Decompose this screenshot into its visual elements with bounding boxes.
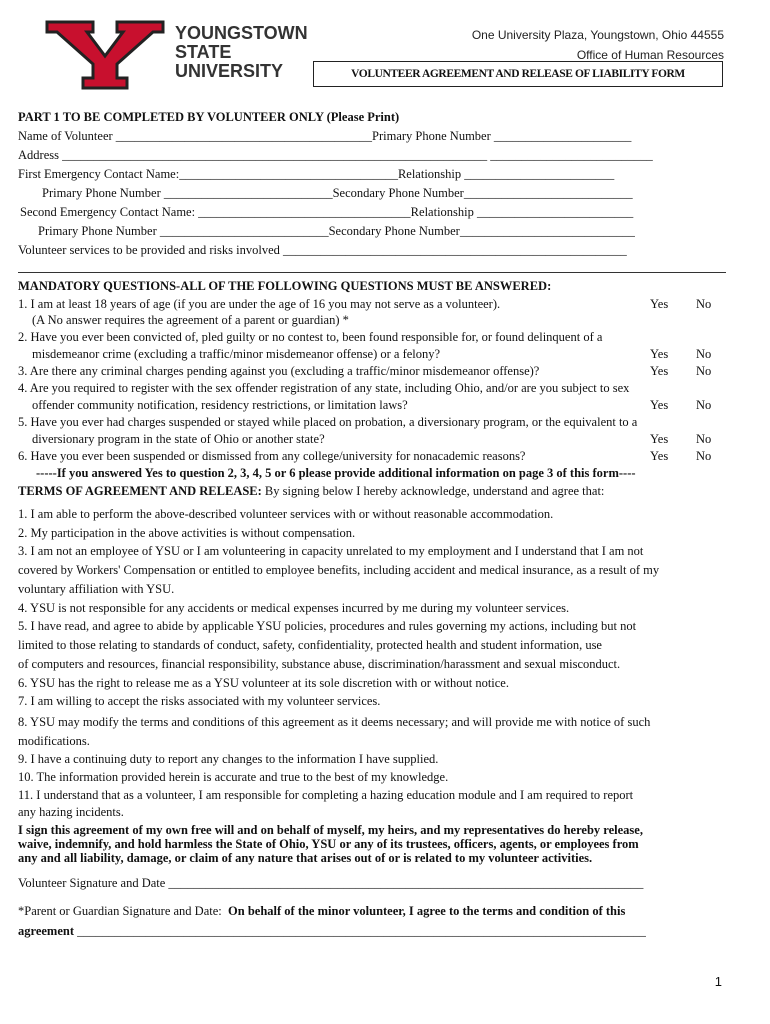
second-contact-phones-field[interactable]: Primary Phone Number ___________________________Secondary Phone Number____________________________ (38, 224, 635, 238)
services-risks-line[interactable] (18, 272, 726, 273)
term-5-cont: limited to those relating to standards of conduct, safety, confidentiality, protected health and student information, use (18, 638, 602, 652)
address-line: One University Plaza, Youngstown, Ohio 44555 (471, 28, 724, 42)
part1-heading: PART 1 TO BE COMPLETED BY VOLUNTEER ONLY (Please Print) (18, 110, 400, 124)
question-1-note: (A No answer requires the agreement of a parent or guardian) * (32, 313, 349, 327)
first-emergency-contact-field[interactable]: First Emergency Contact Name:___________________________________Relationship ________________________ (18, 167, 615, 181)
release-statement-3: any and all liability, damage, or claim of any nature that arises out of or is related to my volunteer activities. (18, 851, 593, 865)
term-8-cont: modifications. (18, 734, 90, 748)
term-1: 1. I am able to perform the above-described volunteer services with or without reasonable accommodation. (18, 507, 554, 521)
address-field[interactable]: Address ____________________________________________________________________ __________________________ (18, 148, 653, 162)
q1-no-option[interactable]: No (696, 297, 712, 311)
q2-no-option[interactable]: No (696, 347, 712, 361)
page-number: 1 (714, 974, 722, 989)
services-risks-field[interactable]: Volunteer services to be provided and risks involved _______________________________________________________ (18, 243, 627, 257)
mandatory-heading: MANDATORY QUESTIONS-ALL OF THE FOLLOWING QUESTIONS MUST BE ANSWERED: (18, 279, 552, 293)
term-7: 7. I am willing to accept the risks associated with my volunteer services. (18, 694, 381, 708)
q5-no-option[interactable]: No (696, 432, 712, 446)
parent-consent-text: On behalf of the minor volunteer, I agree to the terms and condition of this (228, 904, 626, 918)
term-4: 4. YSU is not responsible for any accidents or medical expenses incurred by me during my volunteer services. (18, 601, 570, 615)
question-4-cont: offender community notification, residency restrictions, or limitation laws? (32, 398, 408, 412)
q4-yes-option[interactable]: Yes (650, 398, 669, 412)
q3-no-option[interactable]: No (696, 364, 712, 378)
release-statement-1: I sign this agreement of my own free will and on behalf of myself, my heirs, and my representatives do hereby release, (18, 823, 643, 837)
parent-signature-label-line (18, 904, 625, 919)
question-5: 5. Have you ever had charges suspended or stayed while placed on probation, a diversionary program, or the equivalent to a (18, 415, 638, 429)
question-3: 3. Are there any criminal charges pending against you (excluding a traffic/minor misdemeanor offense)? (18, 364, 540, 378)
term-3: 3. I am not an employee of YSU or I am volunteering in capacity unrelated to my employment and I understand that I am not (18, 544, 644, 558)
term-9: 9. I have a continuing duty to report any changes to the information I have supplied. (18, 752, 439, 766)
terms-heading-line (18, 484, 604, 499)
q4-no-option[interactable]: No (696, 398, 712, 412)
volunteer-signature-field[interactable]: Volunteer Signature and Date ____________________________________________________________________________ (18, 876, 644, 890)
q5-yes-option[interactable]: Yes (650, 432, 669, 446)
term-10: 10. The information provided herein is accurate and true to the best of my knowledge. (18, 770, 449, 784)
office-line: Office of Human Resources (576, 48, 724, 62)
q3-yes-option[interactable]: Yes (650, 364, 669, 378)
question-2: 2. Have you ever been convicted of, pled guilty or no contest to, been found responsible for, or found delinquent of a (18, 330, 603, 344)
ysu-logo (45, 20, 165, 90)
term-3-cont-2: voluntary affiliation with YSU. (18, 582, 175, 596)
first-contact-phones-field[interactable]: Primary Phone Number ___________________________Secondary Phone Number___________________________ (42, 186, 633, 200)
term-5-cont-2: of computers and resources, financial responsibility, substance abuse, discrimination/harassment and sexual misconduct. (18, 657, 621, 671)
term-6: 6. YSU has the right to release me as a YSU volunteer at its sole discretion with or without notice. (18, 676, 509, 690)
agreement-word: agreement (18, 924, 74, 938)
term-11-cont: any hazing incidents. (18, 805, 124, 819)
term-8: 8. YSU may modify the terms and conditions of this agreement as it deems necessary; and will provide me with notice of such (18, 715, 651, 729)
term-11: 11. I understand that as a volunteer, I am responsible for completing a hazing education module and I am required to report (18, 788, 634, 802)
q1-yes-option[interactable]: Yes (650, 297, 669, 311)
parent-signature-field[interactable] (18, 924, 646, 939)
second-emergency-contact-field[interactable]: Second Emergency Contact Name: __________________________________Relationship _________________________ (20, 205, 634, 219)
header-address (472, 25, 724, 65)
parent-signature-label: *Parent or Guardian Signature and Date: (18, 904, 222, 918)
terms-intro: By signing below I hereby acknowledge, understand and agree that: (261, 484, 605, 498)
term-5: 5. I have read, and agree to abide by applicable YSU policies, procedures and rules governing my actions, including but not (18, 619, 637, 633)
question-6: 6. Have you ever been suspended or dismissed from any college/university for nonacademic reasons? (18, 449, 526, 463)
question-4: 4. Are you required to register with the sex offender registration of any state, including Ohio, and/or are you subject to sex (18, 381, 630, 395)
parent-signature-rule[interactable]: ___________________________________________________________________________________________ (74, 924, 646, 938)
question-2-cont: misdemeanor crime (excluding a traffic/minor misdemeanor offense) or a felony? (32, 347, 441, 361)
q6-yes-option[interactable]: Yes (650, 449, 669, 463)
volunteer-name-field[interactable]: Name of Volunteer _________________________________________Primary Phone Number ______________________ (18, 129, 632, 143)
question-5-cont: diversionary program in the state of Ohio or another state? (32, 432, 325, 446)
q6-no-option[interactable]: No (696, 449, 712, 463)
terms-heading: TERMS OF AGREEMENT AND RELEASE: (18, 484, 262, 498)
term-2: 2. My participation in the above activities is without compensation. (18, 526, 356, 540)
form-title: VOLUNTEER AGREEMENT AND RELEASE OF LIABILITY FORM (313, 61, 723, 87)
additional-info-note: -----If you answered Yes to question 2, 3, 4, 5 or 6 please provide additional information on page 3 of this form---- (36, 466, 636, 480)
q2-yes-option[interactable]: Yes (650, 347, 669, 361)
release-statement-2: waive, indemnify, and hold harmless the State of Ohio, YSU or any of its trustees, officers, agents, or employees from (18, 837, 639, 851)
question-1: 1. I am at least 18 years of age (if you are under the age of 16 you may not serve as a volunteer). (18, 297, 501, 311)
term-3-cont: covered by Workers' Compensation or entitled to employee benefits, including accident and medical insurance, as a result of my (18, 563, 660, 577)
university-name: YOUNGSTOWN STATE UNIVERSITY (175, 23, 308, 81)
